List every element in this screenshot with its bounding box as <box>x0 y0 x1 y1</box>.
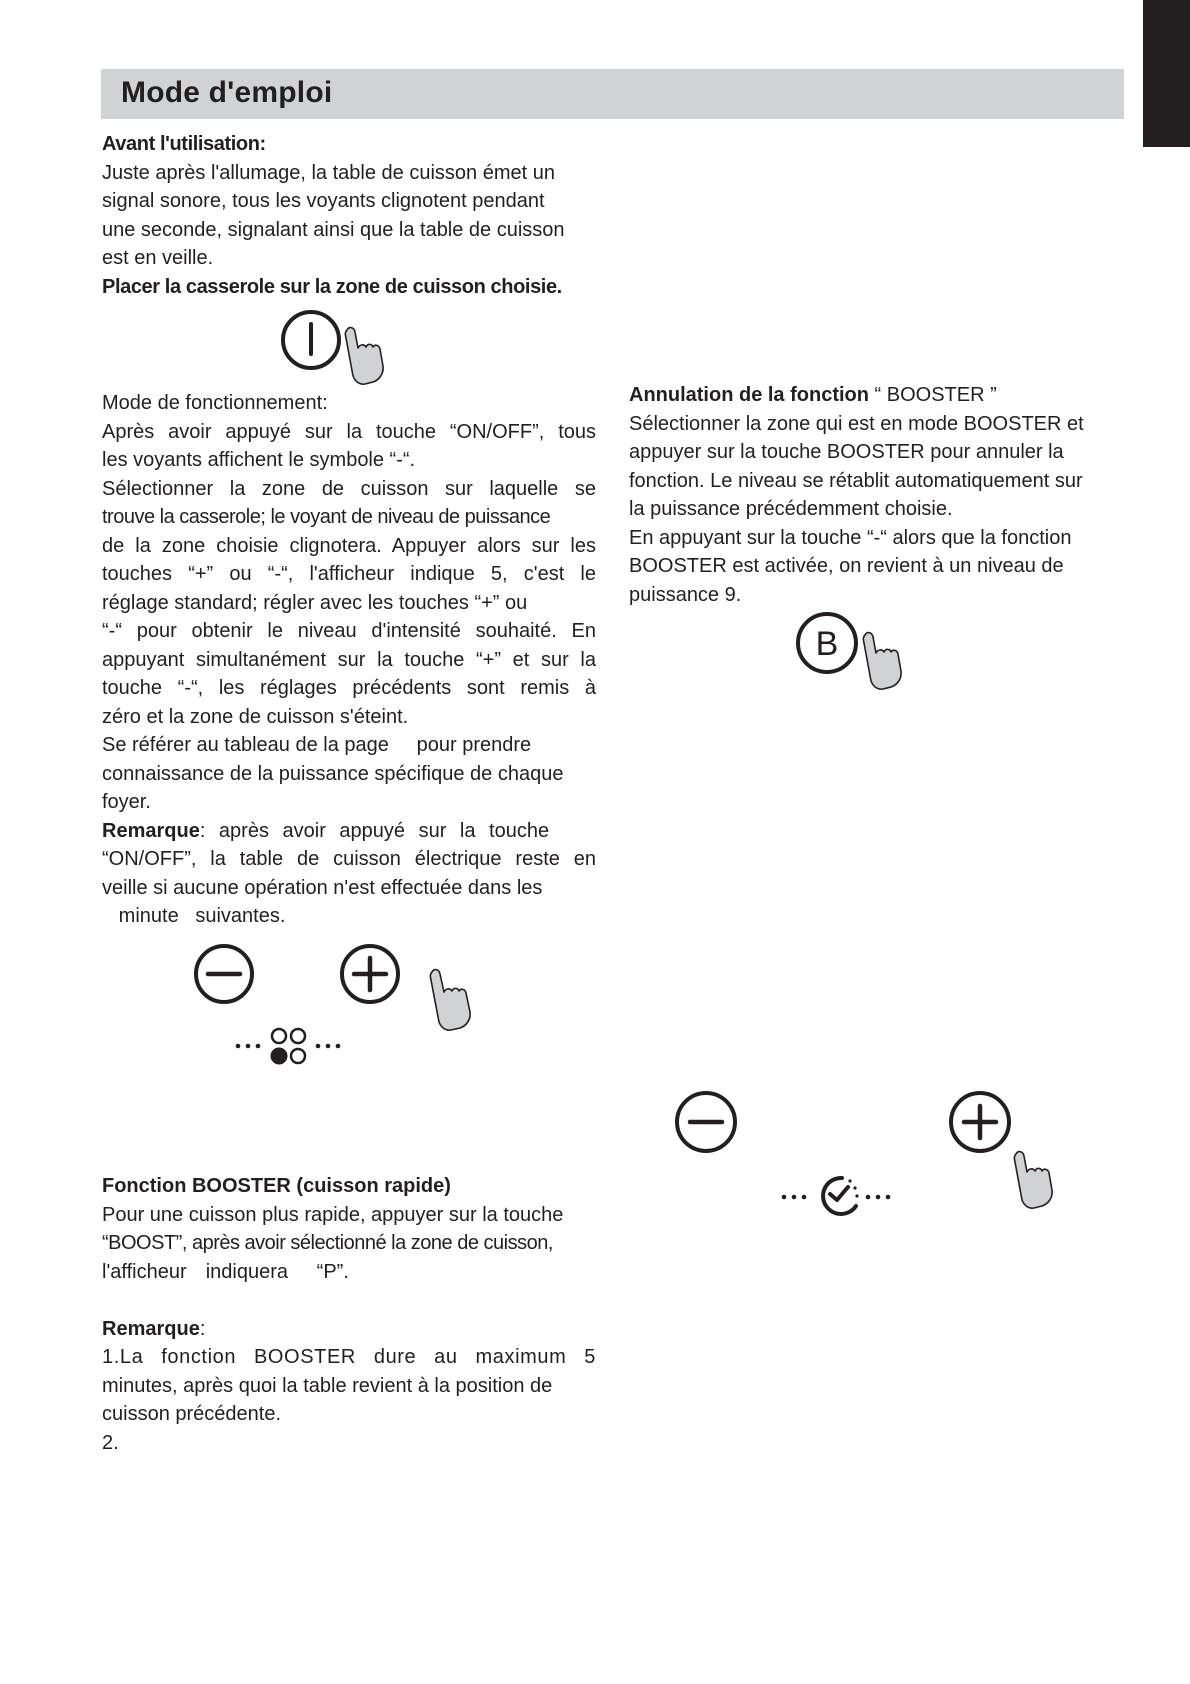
cancel-booster-section <box>629 381 1123 609</box>
cancel-booster-line: En appuyant sur la touche “-“ alors que la fonction <box>629 526 1072 549</box>
remark-line: minute suivantes. <box>102 905 286 927</box>
cancel-booster-heading-regular: “ BOOSTER ” <box>868 384 997 406</box>
booster-line: “BOOST”, après avoir sélectionné la zone de cuisson, <box>102 1232 553 1254</box>
booster-remark-line: 1.La fonction BOOSTER dure au maximum 5 <box>102 1346 596 1368</box>
booster-line: Pour une cuisson plus rapide, appuyer sur la touche <box>102 1203 564 1226</box>
operation-heading: Mode de fonctionnement: <box>102 392 328 414</box>
operation-line: touche “-“, les réglages précédents sont remis à <box>102 677 596 699</box>
operation-line: trouve la casserole; le voyant de niveau de puissance <box>102 506 551 528</box>
operation-section <box>102 389 596 931</box>
booster-remark-line: minutes, après quoi la table revient à la position de <box>102 1374 553 1397</box>
cancel-booster-heading-bold: Annulation de la fonction <box>629 384 869 406</box>
power-button-illustration <box>281 310 401 390</box>
booster-button-illustration <box>795 613 915 693</box>
remark-colon: : <box>199 1317 206 1340</box>
minus-icon <box>677 1093 735 1151</box>
hand-pointer-icon <box>1014 1152 1052 1209</box>
timer-controls-illustration <box>672 1090 1072 1230</box>
before-use-heading: Avant l'utilisation: <box>102 133 266 155</box>
page-title: Mode d'emploi <box>121 76 333 109</box>
cancel-booster-line: puissance 9. <box>629 583 742 606</box>
remark-line: veille si aucune opération n'est effectuée dans les <box>102 876 543 899</box>
remark-label: Remarque <box>102 819 200 842</box>
minus-icon <box>196 946 252 1002</box>
before-use-line: signal sonore, tous les voyants clignotent pendant <box>102 190 545 212</box>
operation-line: appuyant simultanément sur la touche “+” et sur la <box>102 648 596 671</box>
before-use-line: Juste après l'allumage, la table de cuisson émet un <box>102 161 555 184</box>
power-icon <box>281 310 401 390</box>
operation-remark <box>102 817 596 846</box>
booster-section <box>102 1172 596 1457</box>
operation-line: touches “+” ou “-“, l'afficheur indique 5, c'est le <box>102 563 596 585</box>
remark-line: “ON/OFF”, la table de cuisson électrique reste en <box>102 848 596 870</box>
timer-check-icon <box>782 1178 891 1214</box>
before-use-line: est en veille. <box>102 247 214 269</box>
operation-line: foyer. <box>102 791 151 813</box>
cancel-booster-line: appuyer sur la touche BOOSTER pour annuler la <box>629 441 1064 463</box>
booster-remark-line: cuisson précédente. <box>102 1403 282 1425</box>
hand-pointer-icon <box>863 633 901 690</box>
cancel-booster-line: Sélectionner la zone qui est en mode BOOSTER et <box>629 412 1084 435</box>
spacer <box>102 1286 596 1315</box>
booster-line: l'afficheur indiquera “P”. <box>102 1260 349 1283</box>
operation-line: les voyants affichent le symbole “-“. <box>102 449 416 471</box>
operation-line: Se référer au tableau de la page pour prendre <box>102 734 532 756</box>
operation-line: réglage standard; régler avec les touches “+” ou <box>102 591 528 614</box>
section-header <box>101 69 1124 119</box>
cancel-booster-line: fonction. Le niveau se rétablit automatiquement sur <box>629 469 1083 492</box>
cancel-booster-line: la puissance précédemment choisie. <box>629 498 953 520</box>
booster-remark-heading <box>102 1315 596 1344</box>
plus-icon <box>951 1093 1009 1151</box>
operation-line: de la zone choisie clignotera. Appuyer alors sur les <box>102 534 596 557</box>
remark-label: Remarque <box>102 1317 200 1340</box>
operation-line: zéro et la zone de cuisson s'éteint. <box>102 705 409 728</box>
place-pan-instruction: Placer la casserole sur la zone de cuisson choisie. <box>102 275 562 298</box>
side-tab-marker <box>1143 0 1190 147</box>
before-use-line: une seconde, signalant ainsi que la table de cuisson <box>102 218 565 241</box>
operation-line: Après avoir appuyé sur la touche “ON/OFF”, tous <box>102 420 596 443</box>
booster-remark-line: 2. <box>102 1431 119 1454</box>
operation-line: Sélectionner la zone de cuisson sur laquelle se <box>102 477 596 500</box>
operation-line: connaissance de la puissance spécifique de chaque <box>102 762 564 785</box>
booster-heading: Fonction BOOSTER (cuisson rapide) <box>102 1175 451 1197</box>
hand-pointer-icon <box>430 970 470 1031</box>
before-use-section <box>102 130 596 301</box>
booster-b-icon <box>798 614 856 672</box>
remark-text: : après avoir appuyé sur la touche <box>199 819 550 842</box>
hand-pointer-icon <box>345 328 383 385</box>
plus-icon <box>342 946 398 1002</box>
svg-text:B: B <box>815 625 839 663</box>
power-level-controls-illustration <box>190 942 490 1072</box>
cooking-zones-icon <box>236 1029 341 1065</box>
operation-line: “-“ pour obtenir le niveau d'intensité souhaité. En <box>102 620 596 642</box>
cancel-booster-line: BOOSTER est activée, on revient à un niveau de <box>629 555 1064 577</box>
cancel-booster-heading <box>629 381 1123 410</box>
